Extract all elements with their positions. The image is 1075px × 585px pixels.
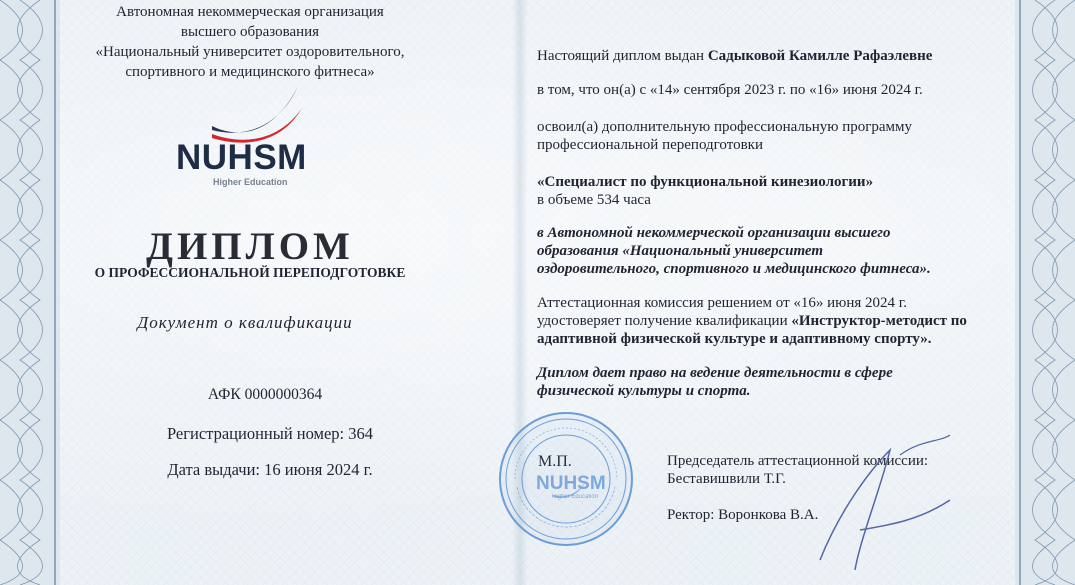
org-line-1: Автономная некоммерческая организация — [116, 4, 384, 20]
registration-number: Регистрационный номер: 364 — [166, 424, 374, 443]
attestation-prefix: удостоверяет получение квалификации — [537, 313, 792, 329]
stamp-logo: NUHSM — [536, 473, 606, 494]
chair-name: Беставишвили Т.Г. — [667, 471, 786, 487]
logo-tagline: Higher Education — [213, 177, 288, 187]
signature — [800, 430, 970, 580]
issued-prefix: Настоящий диплом выдан — [537, 48, 708, 64]
document-subtitle: О ПРОФЕССИОНАЛЬНОЙ ПЕРЕПОДГОТОВКЕ — [94, 265, 406, 280]
rector-name: Ректор: Воронкова В.А. — [667, 507, 819, 523]
left-guilloche-border — [0, 0, 60, 585]
issued-to-line — [537, 47, 932, 65]
qualification-end: адаптивной физической культуре и адаптивному спорту». — [537, 331, 932, 347]
org-line-4: спортивного и медицинского фитнеса» — [125, 64, 375, 80]
study-period: в том, что он(а) с «14» сентября 2023 г. по «16» июня 2024 г. — [537, 82, 923, 98]
institution-line-2: образования «Национальный университет — [537, 243, 824, 259]
issue-date: Дата выдачи: 16 июня 2024 г. — [167, 460, 373, 479]
document-title: ДИПЛОМ — [146, 225, 354, 268]
institution-line-3: оздоровительного, спортивного и медицинского фитнеса». — [537, 261, 931, 277]
qualification-start: «Инструктор-методист по — [791, 313, 967, 329]
attestation-line-2 — [537, 312, 967, 330]
institution-line-1: в Автономной некоммерческой организации высшего — [537, 225, 891, 241]
series-number: АФК 0000000364 — [207, 386, 323, 403]
program-name: «Специалист по функциональной кинезиологии» — [537, 174, 874, 190]
rights-line-2: физической культуры и спорта. — [537, 383, 751, 399]
stamp-place-label: М.П. — [538, 453, 572, 470]
document-qualifier: Документ о квалификации — [137, 313, 353, 332]
logo-wordmark: NUHSM — [176, 138, 307, 177]
chair-title: Председатель аттестационной комиссии: — [667, 453, 929, 469]
mastered-line-1: освоил(а) дополнительную профессиональную программу — [537, 119, 913, 135]
org-line-2: высшего образования — [180, 24, 320, 40]
stamp-tagline: Higher Education — [552, 494, 599, 500]
attestation-line-1: Аттестационная комиссия решением от «16» июня 2024 г. — [537, 295, 907, 311]
right-guilloche-border — [1015, 0, 1075, 585]
recipient-name: Садыковой Камилле Рафаэлевне — [707, 48, 933, 64]
rights-line-1: Диплом дает право на ведение деятельности в сфере — [537, 365, 893, 381]
org-line-3: «Национальный университет оздоровительного, — [95, 44, 405, 60]
program-volume: в объеме 534 часа — [537, 192, 651, 208]
mastered-line-2: профессиональной переподготовки — [537, 137, 763, 153]
